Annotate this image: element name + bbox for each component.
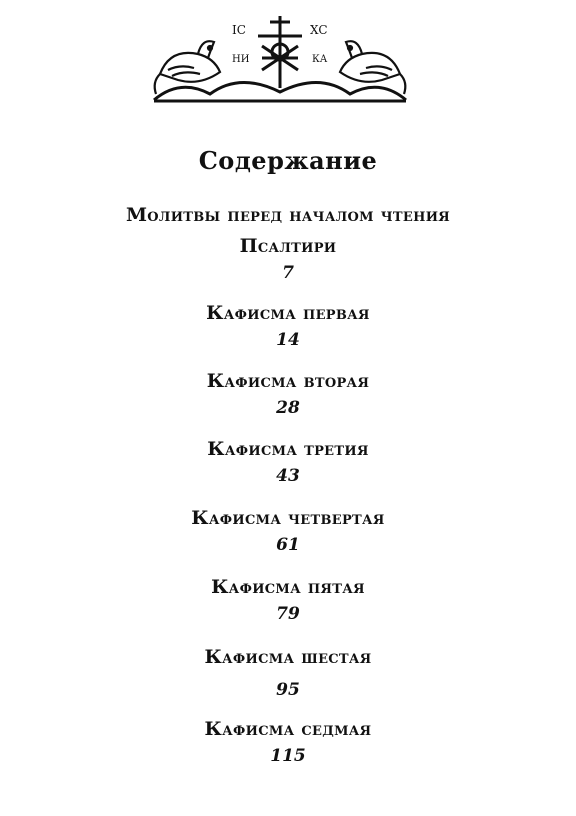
toc-entry [0, 366, 576, 419]
monogram-ic: IC [232, 23, 246, 37]
toc-entry-label: Молитвы перед началом чтения Псалтири [125, 204, 451, 257]
toc-entry-page: 14 [276, 330, 300, 350]
toc-entry-page: 115 [270, 746, 306, 766]
toc-entry [0, 200, 576, 284]
toc-entry-label: Кафисма шестая [204, 646, 372, 668]
header-ornament [150, 8, 410, 104]
toc-entry-page: 95 [276, 680, 300, 700]
monogram-ni: НИ [232, 54, 250, 65]
toc-entry-label: Кафисма пятая [211, 576, 365, 598]
toc-entry-label: Кафисма седмая [204, 718, 372, 740]
toc-entry-page: 79 [276, 604, 300, 624]
toc-entry [0, 714, 576, 767]
cross-icon [258, 16, 302, 88]
toc-entry-page: 43 [276, 466, 300, 486]
monogram-ka: КА [312, 54, 328, 65]
toc-entry-label: Кафисма третия [207, 438, 369, 460]
toc-entry [0, 298, 576, 351]
toc-entry-page: 7 [282, 263, 294, 283]
page-title: Содержание [198, 146, 378, 175]
toc-entry-page: 28 [276, 398, 300, 418]
toc-entry [0, 572, 576, 625]
toc-entry [0, 503, 576, 556]
toc-entry [0, 642, 576, 701]
monogram-xc: XC [310, 23, 328, 37]
toc-entry-page: 61 [276, 535, 300, 555]
toc-entry-label: Кафисма первая [206, 302, 370, 324]
toc-entry-label: Кафисма вторая [206, 370, 370, 392]
toc-entry-label: Кафисма четвертая [191, 507, 385, 529]
toc-entry [0, 434, 576, 487]
